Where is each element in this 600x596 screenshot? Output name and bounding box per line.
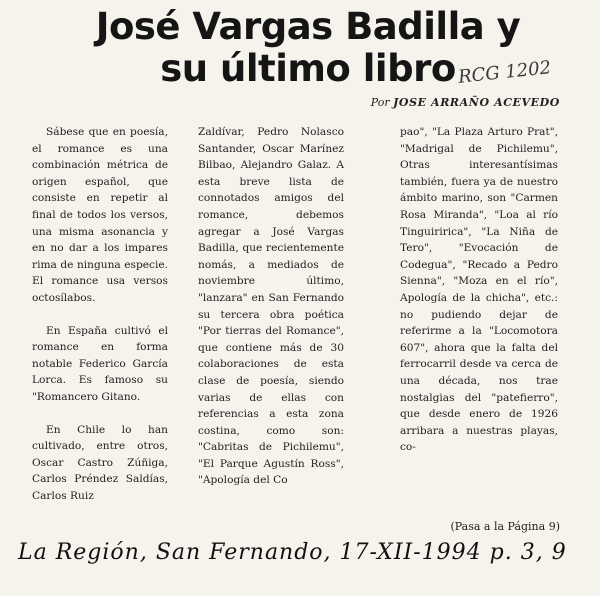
paragraph: En Chile lo han cultivado, entre otros, Oscar Castro Zúñiga, Carlos Préndez Saldías, Carlos Ruiz (32, 423, 168, 502)
byline (300, 96, 560, 109)
paragraph: En España cultivó el romance en forma notable Federico García Lorca. Es famoso su "Romancero Gitano. (32, 324, 168, 403)
article-column-1 (32, 124, 168, 504)
byline-prefix: Por (370, 96, 390, 109)
paragraph: Sábese que en poesía, el romance es una combinación métrica de origen español, que consiste en repetir al final de todos los versos, una misma asonancia y en no dar a los impares rima de ninguna especie. El romance usa versos octosílabos. (32, 126, 168, 304)
archive-code-handwritten: RCG 1202 (457, 57, 553, 88)
article-column-3 (400, 124, 558, 456)
headline-line-2: su último libro (160, 47, 456, 90)
headline-line-1: José Vargas Badilla y (95, 5, 521, 48)
byline-author: JOSE ARRAÑO ACEVEDO (393, 96, 560, 109)
paragraph: Zaldívar, Pedro Nolasco Santander, Oscar Marínez Bilbao, Alejandro Galaz. A esta breve lista de connotados amigos del romance, debemos agregar a José Vargas Badilla, que recientemente nomás, a mediados de noviembre último, "lanzara" en San Fernando su tercera obra poética "Por tierras del Romance", que contiene más de 30 colaboraciones de esta clase de poesía, siendo varias de ellas con referencias a esta zona costina, como son: "Cabritas de Pichilemu", "El Parque Agustín Ross", "Apología del Co (198, 126, 344, 487)
paragraph: pao", "La Plaza Arturo Prat", "Madrigal de Pichilemu", Otras interesantísimas también, fuera ya de nuestro ámbito marino, son "Carmen Rosa Miranda", "Loa al río Tinguiririca", "La Niña de Tero", "Evocación de Codegua", "Recado a Pedro Sienna", "Moza en el río", Apología de la chicha", etc.: no pudiendo dejar de referirme a la "Locomotora 607", ahora que la falta del ferrocarril desde va cerca de una década, nos trae nostalgias del "patefierro", que desde enero de 1926 arribara a nuestras playas, co- (400, 126, 558, 454)
article-column-2 (198, 124, 344, 489)
continued-note: (Pasa a la Página 9) (450, 520, 560, 533)
source-note-handwritten: La Región, San Fernando, 17-XII-1994 p. 3, 9 (18, 540, 567, 565)
